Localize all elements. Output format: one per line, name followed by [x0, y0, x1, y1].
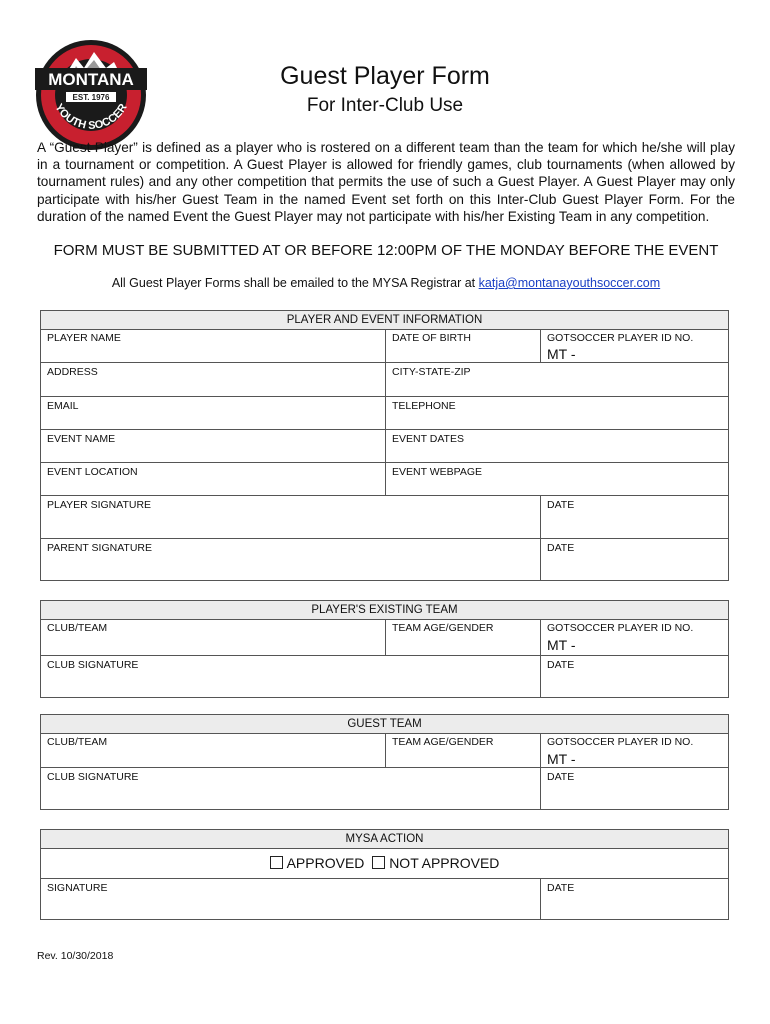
id-prefix: MT - — [547, 346, 576, 362]
field-label: GOTSOCCER PLAYER ID NO. — [547, 332, 694, 344]
existing-age-gender-field[interactable] — [386, 619, 541, 656]
existing-gotsoccer-id-field[interactable] — [541, 619, 728, 656]
field-label: ADDRESS — [47, 366, 98, 378]
player-name-field[interactable] — [41, 329, 386, 363]
player-signature-field[interactable] — [41, 496, 541, 539]
field-label: DATE — [547, 771, 575, 783]
svg-text:EST. 1976: EST. 1976 — [72, 93, 110, 102]
guest-gotsoccer-id-field[interactable] — [541, 733, 728, 768]
field-label: DATE — [547, 499, 575, 511]
field-label: CLUB/TEAM — [47, 736, 108, 748]
field-label: PLAYER SIGNATURE — [47, 499, 152, 511]
form-subtitle: For Inter-Club Use — [306, 95, 464, 116]
guest-club-signature-field[interactable] — [41, 768, 541, 809]
field-label: CITY-STATE-ZIP — [392, 366, 471, 378]
section-header: MYSA ACTION — [41, 830, 728, 849]
section-header: PLAYER'S EXISTING TEAM — [41, 601, 728, 620]
field-label: EVENT DATES — [392, 433, 464, 445]
form-title: Guest Player Form — [280, 62, 490, 90]
event-location-field[interactable] — [41, 463, 386, 496]
not-approved-checkbox[interactable] — [372, 856, 385, 869]
approval-row — [41, 848, 728, 879]
event-webpage-field[interactable] — [386, 463, 728, 496]
existing-signature-date-field[interactable] — [541, 656, 728, 697]
parent-signature-field[interactable] — [41, 539, 541, 580]
field-label: PLAYER NAME — [47, 332, 121, 344]
field-label: GOTSOCCER PLAYER ID NO. — [547, 622, 694, 634]
gotsoccer-id-field[interactable] — [541, 329, 728, 363]
field-label: EVENT WEBPAGE — [392, 466, 483, 478]
field-label: TEAM AGE/GENDER — [392, 736, 494, 748]
section-header: GUEST TEAM — [41, 715, 728, 734]
field-label: SIGNATURE — [47, 882, 108, 894]
parent-signature-date-field[interactable] — [541, 539, 728, 580]
event-name-field[interactable] — [41, 430, 386, 463]
approval-options — [41, 855, 728, 871]
svg-text:MONTANA: MONTANA — [48, 70, 134, 89]
existing-club-signature-field[interactable] — [41, 656, 541, 697]
guest-club-team-field[interactable] — [41, 733, 386, 768]
deadline-notice: FORM MUST BE SUBMITTED AT OR BEFORE 12:00PM OF THE MONDAY BEFORE THE EVENT — [53, 242, 719, 259]
revision-date: Rev. 10/30/2018 — [37, 950, 114, 962]
field-label: DATE — [547, 542, 575, 554]
montana-youth-soccer-logo — [34, 38, 148, 152]
intro-paragraph: A “Guest Player” is defined as a player who is rostered on a different team than the team for which he/she will play in a tournament or competition. A Guest Player is allowed for friendly games, club tournaments (when allowed by tournament rules) and any other competition that permits the use of such a Guest Player. A Guest Player may only participate with his/her Guest Team in the named Event set forth on this Inter-Club Guest Player Form. For the duration of the named Event the Guest Player may not participate with his/her Existing Team in any competition. — [37, 140, 735, 224]
existing-team-section — [40, 600, 729, 698]
city-state-zip-field[interactable] — [386, 363, 728, 397]
field-label: PARENT SIGNATURE — [47, 542, 153, 554]
field-label: EVENT NAME — [47, 433, 116, 445]
approved-checkbox[interactable] — [270, 856, 283, 869]
email-instruction — [37, 276, 735, 290]
mysa-signature-date-field[interactable] — [541, 879, 728, 919]
not-approved-label: NOT APPROVED — [389, 855, 500, 871]
event-dates-field[interactable] — [386, 430, 728, 463]
field-label: GOTSOCCER PLAYER ID NO. — [547, 736, 694, 748]
dob-field[interactable] — [386, 329, 541, 363]
mysa-signature-field[interactable] — [41, 879, 541, 919]
field-label: CLUB SIGNATURE — [47, 659, 139, 671]
mysa-action-section — [40, 829, 729, 920]
field-label: CLUB SIGNATURE — [47, 771, 139, 783]
registrar-email-link[interactable]: katja@montanayouthsoccer.com — [478, 276, 661, 290]
guest-age-gender-field[interactable] — [386, 733, 541, 768]
field-label: TELEPHONE — [392, 400, 456, 412]
field-label: EVENT LOCATION — [47, 466, 138, 478]
address-field[interactable] — [41, 363, 386, 397]
email-instruction-text: All Guest Player Forms shall be emailed to the MYSA Registrar at — [111, 276, 479, 290]
field-label: DATE — [547, 882, 575, 894]
telephone-field[interactable] — [386, 397, 728, 430]
field-label: CLUB/TEAM — [47, 622, 108, 634]
section-header: PLAYER AND EVENT INFORMATION — [41, 311, 728, 330]
field-label: TEAM AGE/GENDER — [392, 622, 494, 634]
guest-signature-date-field[interactable] — [541, 768, 728, 809]
svg-text:YOUTH SOCCER: YOUTH SOCCER — [52, 101, 130, 132]
field-label: DATE OF BIRTH — [392, 332, 471, 344]
email-field[interactable] — [41, 397, 386, 430]
field-label: EMAIL — [47, 400, 79, 412]
player-signature-date-field[interactable] — [541, 496, 728, 539]
guest-team-section — [40, 714, 729, 810]
id-prefix: MT - — [547, 751, 576, 767]
existing-club-team-field[interactable] — [41, 619, 386, 656]
id-prefix: MT - — [547, 637, 576, 653]
player-event-section — [40, 310, 729, 581]
field-label: DATE — [547, 659, 575, 671]
approved-label: APPROVED — [286, 855, 365, 871]
